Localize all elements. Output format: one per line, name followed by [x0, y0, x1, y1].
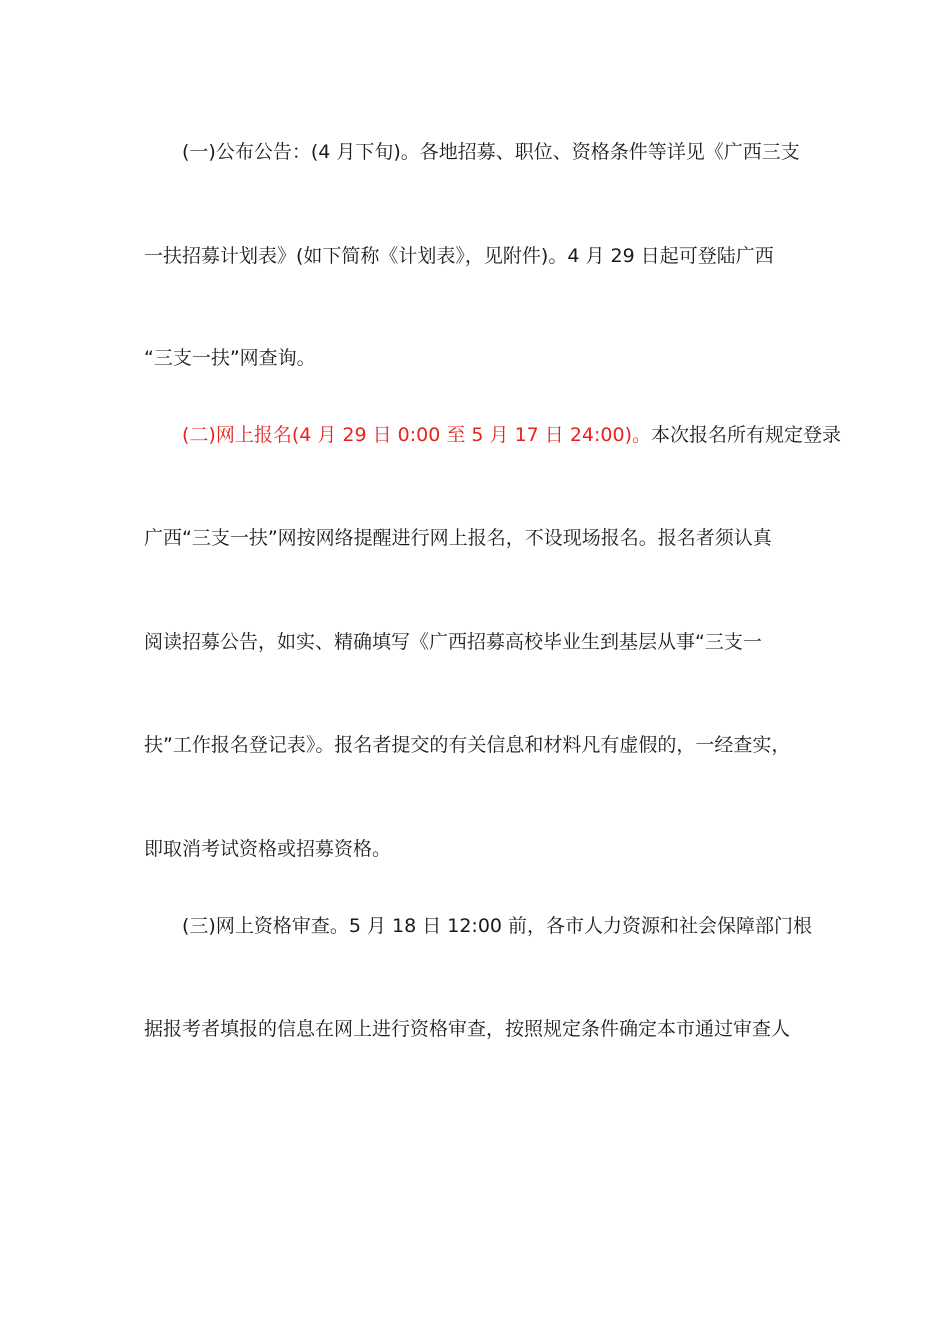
- para1-line1: (一)公布公告：(4 月下旬)。各地招募、职位、资格条件等详见《广西三支: [182, 141, 800, 163]
- para3-line1: (三)网上资格审查。5 月 18 日 12:00 前，各市人力资源和社会保障部门根: [182, 915, 813, 937]
- para1-line3: “三支一扶”网查询。: [144, 347, 316, 369]
- para2-line4: 扶”工作报名登记表》。报名者提交的有关信息和材料凡有虚假的，一经查实，: [144, 734, 791, 756]
- para1-line2: 一扶招募计划表》(如下简称《计划表》，见附件)。4 月 29 日起可登陆广西: [144, 245, 774, 267]
- para2-line3: 阅读招募公告，如实、精确填写《广西招募高校毕业生到基层从事“三支一: [144, 631, 762, 653]
- para3-line2: 据报考者填报的信息在网上进行资格审查，按照规定条件确定本市通过审查人: [144, 1018, 791, 1040]
- para2-line5: 即取消考试资格或招募资格。: [144, 838, 392, 860]
- registration-period-highlight: (二)网上报名(4 月 29 日 0:00 至 5 月 17 日 24:00)。: [182, 424, 651, 446]
- para2-line2: 广西“三支一扶”网按网络提醒进行网上报名，不设现场报名。报名者须认真: [144, 527, 772, 549]
- para2-line1: [182, 423, 862, 447]
- para2-line1-rest: 本次报名所有规定登录: [651, 424, 842, 446]
